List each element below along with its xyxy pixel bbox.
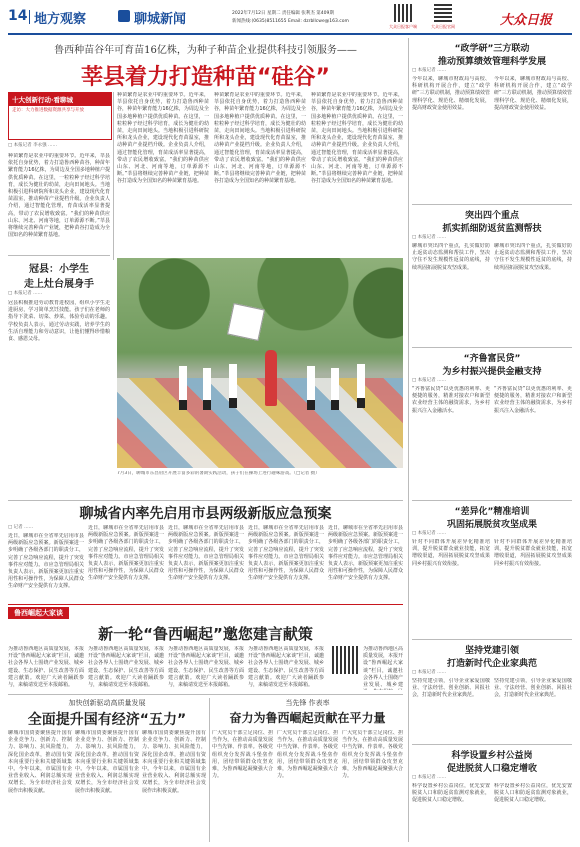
child-figure bbox=[307, 366, 315, 410]
right-s4-body-b: 针对不同群体开展差异化精准培训，提升脱贫群众就业技能，拓宽增收渠道，巩固拓展脱贫攻坚成果同乡村振兴有效衔接。 bbox=[494, 539, 572, 567]
right-s4-body-a: 针对不同群体开展差异化精准培训，提升脱贫群众就业技能，拓宽增收渠道，巩固拓展脱贫攻坚成果同乡村振兴有效衔接。 bbox=[412, 539, 490, 567]
right-s4-title-2: 巩固拓展脱贫攻坚成果 bbox=[446, 520, 537, 530]
right-s5-byline: □ 本报记者 …… bbox=[412, 670, 447, 675]
right-s2-body-a: 聊城市突出四个重点，扎实做好防止返贫动态监测和帮扶工作，坚决守住不发生规模性返贫的底线，持续巩固拓展脱贫攻坚成果。 bbox=[412, 243, 490, 271]
school-byline: □ 本报记者 …… bbox=[8, 291, 43, 296]
page-number: 14 bbox=[8, 8, 28, 24]
right-s5-title-2: 打造新时代企业家典范 bbox=[446, 659, 537, 669]
right-s2-body-b: 聊城市突出四个重点，扎实做好防止返贫动态监测和帮扶工作，坚决守住不发生规模性返贫的底线，持续巩固拓展脱贫攻坚成果。 bbox=[494, 243, 572, 271]
taskforce-kicker: 当先锋 作表率 bbox=[285, 699, 330, 707]
emergency-body-col2: 近日，聊城市在全省率先启用市县两级新版应急预案。新版预案进一步明确了各级各部门的职责分工，完善了应急响应流程，提升了突发事件应对能力。市应急管理局相关负责人表示，新版预案更加注重实用性和可操作性，为保障人民群众生命财产安全提供有力支撑。 bbox=[88, 525, 164, 582]
school-title-1: 冠县：小学生 bbox=[29, 264, 89, 275]
right-s6-body-a: 科学设置乡村公益岗位，优先安置脱贫人口和防返贫监测对象就业，促进脱贫人口稳定增收。 bbox=[412, 783, 490, 804]
rise-title: 新一轮“鲁西崛起”邀您建言献策 bbox=[98, 625, 313, 643]
child-figure bbox=[357, 364, 365, 408]
right-s4-title-1: “差异化”精准培训 bbox=[454, 507, 530, 517]
right-s1-body-a: 今年以来，聊城市财政局与高校、科研机构开展合作，建立“政学研”三方联动机制，推动预算绩效管理科学化、规范化、精细化发展，提高财政资金使用效益。 bbox=[412, 76, 490, 111]
rise-body-col5: 为推动鲁西地区高质量发展，本报开设“鲁西崛起大家谈”栏目，诚邀社会各界人士围绕产业发展、城乡建 bbox=[363, 646, 403, 689]
child-figure bbox=[179, 366, 187, 410]
right-s3-body-b: “齐鲁富民贷”以更优惠的利率、更便捷的服务，精准对接农户和新型农业经营主体的融资需求，为乡村振兴注入金融活水。 bbox=[494, 386, 572, 414]
column-logo-icon bbox=[118, 10, 130, 22]
column-name: 聊城新闻 bbox=[134, 12, 187, 27]
emergency-body-col1: 近日，聊城市在全省率先启用市县两级新版应急预案。新版预案进一步明确了各级各部门的职责分工，完善了应急响应流程，提升了突发事件应对能力。市应急管理局相关负责人表示，新版预案更加注重实用性和可操作性，为保障人民群众生命财产安全提供有力支撑。 bbox=[8, 533, 84, 590]
rise-body-col3: 为推动鲁西地区高质量发展，本报开设“鲁西崛起大家谈”栏目，诚邀社会各界人士围绕产业发展、城乡建设、生态保护、民生改善等方面建言献策。欢迎广大读者踊跃参与，来稿请发送至本报邮箱。 bbox=[168, 646, 244, 689]
emergency-title: 聊城省内率先启用市县两级新版应急预案 bbox=[79, 506, 332, 522]
emergency-byline: □ 记者 …… bbox=[8, 525, 34, 530]
rise-banner: 鲁西崛起大家谈 bbox=[8, 607, 69, 619]
right-s1-title-1: “政学研”三方联动 bbox=[454, 44, 530, 54]
lead-body-col1: 种苗繁育是农业中的重要环节。近年来，莘县依托自身优势，着力打造鲁西种苗谷，种苗年繁育能力16亿株，为周边及全国多地种植户提供优质种苗。在这里，一粒粒种子经过科学培育，成长为健壮的幼苗，走向田间地头。当地积极引进科研院所和龙头企业，建设现代化育苗温室，推动种苗产业提档升级。企业负责人介绍，通过智能化管理，育苗成活率显著提高，带动了农民增收致富。“我们的种苗供应山东、河北、河南等地，订单源源不断。”莘县将继续完善种苗产业链，把种苗谷打造成为全国知名的种苗繁育基地。 bbox=[8, 153, 110, 239]
right-s6-title-1: 科学设置乡村公益岗 bbox=[451, 751, 533, 761]
newspaper-logo: 大众日报 bbox=[500, 13, 553, 28]
qr-label-1: 大众日报客户端 bbox=[389, 24, 417, 29]
right-s3-byline: □ 本报记者 …… bbox=[412, 378, 447, 383]
lead-byline: □ 本报记者 李永强 …… bbox=[8, 143, 58, 148]
qr-code-icon-2 bbox=[434, 4, 452, 22]
school-title-2: 走上灶台展身手 bbox=[24, 279, 94, 290]
right-s2-title-1: 突出四个重点 bbox=[464, 211, 519, 221]
tree-shape bbox=[117, 258, 403, 348]
school-body: 冠县积极推进劳动教育进校园，组织小学生走进厨房，学习简单烹饪技能。孩子们在老师的指导下洗菜、切菜、炒菜，体验劳动的乐趣。学校负责人表示，通过劳动实践，培养学生的生活自理能力和劳动意识，让他们懂得珍惜粮食、感恩父母。 bbox=[8, 300, 110, 343]
right-s3-body-a: “齐鲁富民贷”以更优惠的利率、更便捷的服务，精准对接农户和新型农业经营主体的融资需求，为乡村振兴注入金融活水。 bbox=[412, 386, 490, 414]
giant-dice-icon bbox=[227, 303, 265, 341]
emergency-body-col4: 近日，聊城市在全省率先启用市县两级新版应急预案。新版预案进一步明确了各级各部门的职责分工，完善了应急响应流程，提升了突发事件应对能力。市应急管理局相关负责人表示，新版预案更加注重实用性和可操作性，为保障人民群众生命财产安全提供有力支撑。 bbox=[248, 525, 324, 582]
right-s6-title-2: 促进脱贫人口稳定增收 bbox=[446, 764, 537, 774]
section-name: 地方观察 bbox=[34, 12, 87, 27]
taskforce-body-col1: 广大党员干部立足岗位、担当作为，在推动高质量发展中当先锋、作表率。各级党组织充分发挥战斗堡垒作用，团结带领群众攻坚克难，为鲁西崛起凝聚强大合力。 bbox=[212, 730, 273, 780]
rise-body-col2: 为推动鲁西地区高质量发展，本报开设“鲁西崛起大家谈”栏目，诚邀社会各界人士围绕产业发展、城乡建设、生态保护、民生改善等方面建言献策。欢迎广大读者踊跃参与，来稿请发送至本报邮箱。 bbox=[88, 646, 164, 689]
teacher-figure bbox=[265, 350, 277, 406]
badge-sub: 走访：大力推进数据资源共享与开放 bbox=[12, 108, 84, 113]
taskforce-title: 奋力为鲁西崛起贡献在平力量 bbox=[229, 711, 386, 725]
right-s5-title-1: 坚持党建引领 bbox=[464, 646, 519, 656]
badge-title: 十大创新行动·看聊城 bbox=[9, 93, 111, 106]
header-meta-1: 2022年7月12日 星期二 责任编辑 张利杰 第409期 bbox=[232, 11, 334, 16]
right-s5-body-b: 坚持党建引领，引导企业家爱国敬业、守法经营、创业创新、回报社会，打造新时代企业家典范。 bbox=[494, 678, 572, 699]
header-meta-2: 新闻热线:(0635)8511655 Email: dzrbllcwe@163.com bbox=[232, 19, 349, 24]
taskforce-body-col2: 广大党员干部立足岗位、担当作为，在推动高质量发展中当先锋、作表率。各级党组织充分发挥战斗堡垒作用，团结带领群众攻坚克难，为鲁西崛起凝聚强大合力。 bbox=[277, 730, 338, 780]
page-header bbox=[0, 0, 580, 34]
photo-caption: 7月3日，聊城市东昌府区开展丰富多彩的暑期实践活动，孩子们在操场上进行趣味游戏。（□记者 摄） bbox=[117, 471, 320, 476]
rise-body-col4: 为推动鲁西地区高质量发展，本报开设“鲁西崛起大家谈”栏目，诚邀社会各界人士围绕产业发展、城乡建设、生态保护、民生改善等方面建言献策。欢迎广大读者踊跃参与，来稿请发送至本报邮箱。 bbox=[248, 646, 324, 689]
lead-body-col3: 种苗繁育是农业中的重要环节。近年来，莘县依托自身优势，着力打造鲁西种苗谷，种苗年繁育能力16亿株，为周边及全国多地种植户提供优质种苗。在这里，一粒粒种子经过科学培育，成长为健壮的幼苗，走向田间地头。当地积极引进科研院所和龙头企业，建设现代化育苗温室，推动种苗产业提档升级。企业负责人介绍，通过智能化管理，育苗成活率显著提高，带动了农民增收致富。“我们的种苗供应山东、河北、河南等地，订单源源不断。”莘县将继续完善种苗产业链，把种苗谷打造成为全国知名的种苗繁育基地。 bbox=[214, 92, 306, 185]
right-s5-body-a: 坚持党建引领，引导企业家爱国敬业、守法经营、创业创新、回报社会，打造新时代企业家典范。 bbox=[412, 678, 490, 699]
lead-body-col2: 种苗繁育是农业中的重要环节。近年来，莘县依托自身优势，着力打造鲁西种苗谷，种苗年繁育能力16亿株，为周边及全国多地种植户提供优质种苗。在这里，一粒粒种子经过科学培育，成长为健壮的幼苗，走向田间地头。当地积极引进科研院所和龙头企业，建设现代化育苗温室，推动种苗产业提档升级。企业负责人介绍，通过智能化管理，育苗成活率显著提高，带动了农民增收致富。“我们的种苗供应山东、河北、河南等地，订单源源不断。”莘县将继续完善种苗产业链，把种苗谷打造成为全国知名的种苗繁育基地。 bbox=[117, 92, 209, 185]
rise-qr-icon bbox=[332, 646, 360, 674]
qr-code-icon bbox=[394, 4, 412, 22]
right-s2-byline: □ 本报记者 …… bbox=[412, 235, 447, 240]
lead-body-col4: 种苗繁育是农业中的重要环节。近年来，莘县依托自身优势，着力打造鲁西种苗谷，种苗年繁育能力16亿株，为周边及全国多地种植户提供优质种苗。在这里，一粒粒种子经过科学培育，成长为健壮的幼苗，走向田间地头。当地积极引进科研院所和龙头企业，建设现代化育苗温室，推动种苗产业提档升级。企业负责人介绍，通过智能化管理，育苗成活率显著提高，带动了农民增收致富。“我们的种苗供应山东、河北、河南等地，订单源源不断。”莘县将继续完善种苗产业链，把种苗谷打造成为全国知名的种苗繁育基地。 bbox=[311, 92, 403, 185]
emergency-body-col3: 近日，聊城市在全省率先启用市县两级新版应急预案。新版预案进一步明确了各级各部门的职责分工，完善了应急响应流程，提升了突发事件应对能力。市应急管理局相关负责人表示，新版预案更加注重实用性和可操作性，为保障人民群众生命财产安全提供有力支撑。 bbox=[168, 525, 244, 582]
lead-title: 莘县着力打造种苗“硅谷” bbox=[81, 65, 330, 90]
right-s1-body-b: 今年以来，聊城市财政局与高校、科研机构开展合作，建立“政学研”三方联动机制，推动预算绩效管理科学化、规范化、精细化发展，提高财政资金使用效益。 bbox=[494, 76, 572, 111]
child-figure bbox=[203, 368, 211, 410]
economy-body-col1: 聊城市国资委聚焦提升国有企业竞争力、创新力、控制力、影响力、抗风险能力，深化国企改革，推动国有资本向重要行业和关键领域集中。今年以来，市属国有企业营业收入、利润总额实现双增长，为全市经济社会发展作出积极贡献。 bbox=[8, 730, 72, 794]
child-figure bbox=[331, 368, 339, 410]
lead-subtitle: 鲁西种苗谷年可育苗16亿株，为种子种苗企业提供科技引领服务—— bbox=[54, 45, 357, 56]
right-s1-title-2: 推动预算绩效管理科学发展 bbox=[437, 57, 546, 67]
right-s3-title-2: 为乡村振兴提供金融支持 bbox=[442, 367, 542, 377]
economy-body-col2: 聊城市国资委聚焦提升国有企业竞争力、创新力、控制力、影响力、抗风险能力，深化国企改革，推动国有资本向重要行业和关键领域集中。今年以来，市属国有企业营业收入、利润总额实现双增长，为全市经济社会发展作出积极贡献。 bbox=[75, 730, 139, 794]
news-photo bbox=[117, 258, 403, 468]
right-s3-title-1: “齐鲁富民贷” bbox=[463, 354, 521, 364]
qr-label-2: 大众日报官网 bbox=[431, 24, 455, 29]
taskforce-body-col3: 广大党员干部立足岗位、担当作为，在推动高质量发展中当先锋、作表率。各级党组织充分发挥战斗堡垒作用，团结带领群众攻坚克难，为鲁西崛起凝聚强大合力。 bbox=[342, 730, 403, 780]
right-s4-byline: □ 本报记者 …… bbox=[412, 531, 447, 536]
innovation-badge bbox=[8, 92, 112, 140]
rise-body-col1: 为推动鲁西地区高质量发展，本报开设“鲁西崛起大家谈”栏目，诚邀社会各界人士围绕产业发展、城乡建设、生态保护、民生改善等方面建言献策。欢迎广大读者踊跃参与，来稿请发送至本报邮箱。 bbox=[8, 646, 84, 689]
right-s6-byline: □ 本报记者 …… bbox=[412, 775, 447, 780]
economy-kicker: 加快创新驱动高质量发展 bbox=[68, 699, 146, 707]
right-s1-byline: □ 本报记者 …… bbox=[412, 68, 447, 73]
right-s2-title-2: 抓实抓细防返贫监测帮扶 bbox=[442, 224, 542, 234]
economy-body-col3: 聊城市国资委聚焦提升国有企业竞争力、创新力、控制力、影响力、抗风险能力，深化国企改革，推动国有资本向重要行业和关键领域集中。今年以来，市属国有企业营业收入、利润总额实现双增长，为全市经济社会发展作出积极贡献。 bbox=[142, 730, 206, 794]
right-s6-body-b: 科学设置乡村公益岗位，优先安置脱贫人口和防返贫监测对象就业，促进脱贫人口稳定增收。 bbox=[494, 783, 572, 804]
economy-title: 全面提升国有经济“五力” bbox=[27, 712, 187, 728]
child-figure bbox=[229, 364, 237, 408]
emergency-body-col5: 近日，聊城市在全省率先启用市县两级新版应急预案。新版预案进一步明确了各级各部门的职责分工，完善了应急响应流程，提升了突发事件应对能力。市应急管理局相关负责人表示，新版预案更加注重实用性和可操作性，为保障人民群众生命财产安全提供有力支撑。 bbox=[328, 525, 403, 582]
